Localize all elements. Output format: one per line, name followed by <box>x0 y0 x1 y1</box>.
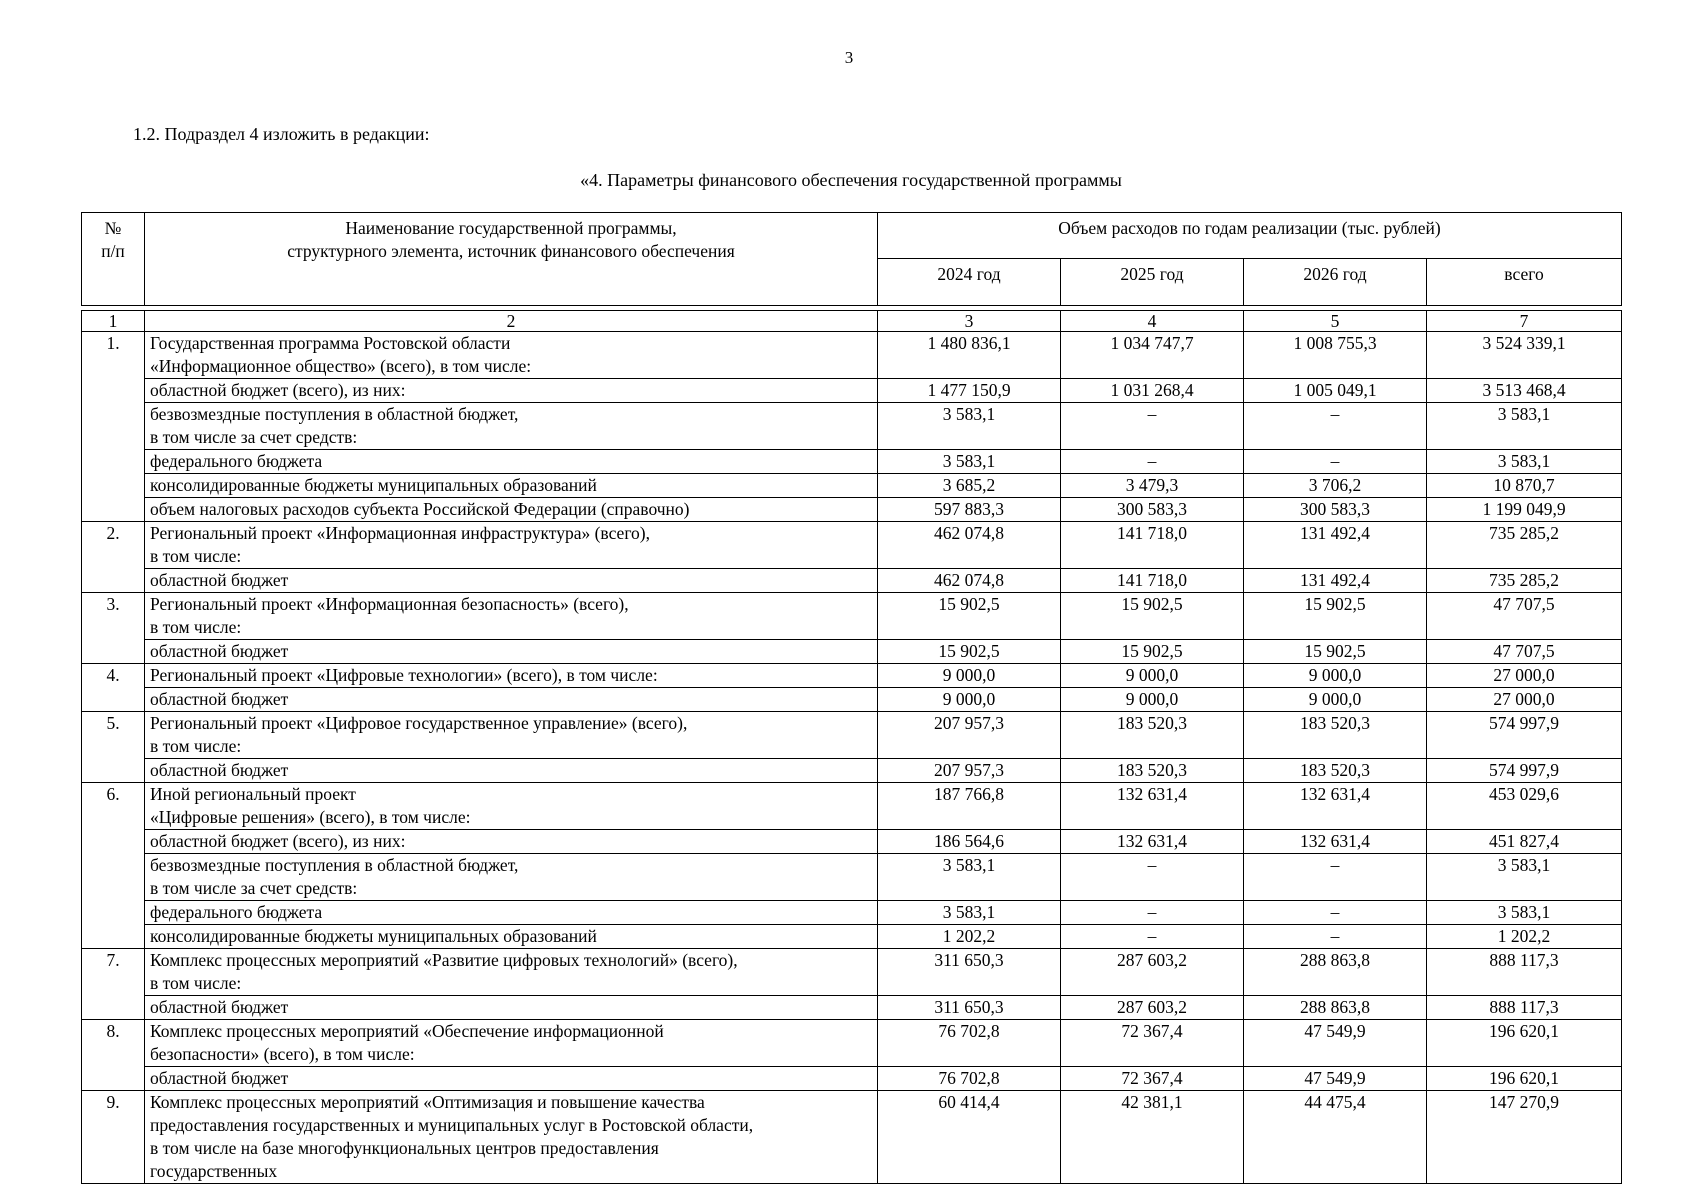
value-2024: 15 902,5 <box>878 593 1061 640</box>
value-total: 1 202,2 <box>1427 925 1622 949</box>
table-row <box>82 996 1622 1020</box>
value-2026: 300 583,3 <box>1244 498 1427 522</box>
value-2025: – <box>1061 925 1244 949</box>
value-total: 10 870,7 <box>1427 474 1622 498</box>
value-2025: – <box>1061 450 1244 474</box>
value-total: 3 583,1 <box>1427 403 1622 450</box>
table-row <box>82 925 1622 949</box>
row-number: 2. <box>82 522 145 593</box>
value-2025: – <box>1061 901 1244 925</box>
table-row <box>82 450 1622 474</box>
value-2026: 183 520,3 <box>1244 712 1427 759</box>
value-2025: 141 718,0 <box>1061 569 1244 593</box>
value-2025: 15 902,5 <box>1061 593 1244 640</box>
value-2026: – <box>1244 403 1427 450</box>
value-2024: 207 957,3 <box>878 712 1061 759</box>
value-2025: 183 520,3 <box>1061 712 1244 759</box>
value-2024: 3 583,1 <box>878 403 1061 450</box>
row-name: областной бюджет <box>145 996 878 1020</box>
row-name: Региональный проект «Информационная безопасность» (всего), в том числе: <box>145 593 878 640</box>
table-row <box>82 498 1622 522</box>
row-name: федерального бюджета <box>145 450 878 474</box>
row-name: областной бюджет <box>145 640 878 664</box>
value-2026: 131 492,4 <box>1244 522 1427 569</box>
value-total: 735 285,2 <box>1427 569 1622 593</box>
column-number: 1 <box>82 311 145 332</box>
value-2024: 3 583,1 <box>878 901 1061 925</box>
column-number: 2 <box>145 311 878 332</box>
value-2026: 44 475,4 <box>1244 1091 1427 1184</box>
value-total: 888 117,3 <box>1427 949 1622 996</box>
table-row <box>82 403 1622 450</box>
value-2024: 9 000,0 <box>878 688 1061 712</box>
finance-table <box>81 310 1622 1184</box>
row-number: 4. <box>82 664 145 712</box>
row-name: Комплекс процессных мероприятий «Развитие цифровых технологий» (всего), в том числе: <box>145 949 878 996</box>
row-name: безвозмездные поступления в областной бюджет, в том числе за счет средств: <box>145 403 878 450</box>
value-2026: 183 520,3 <box>1244 759 1427 783</box>
row-number: 8. <box>82 1020 145 1091</box>
column-number: 3 <box>878 311 1061 332</box>
row-name: областной бюджет <box>145 688 878 712</box>
value-2026: – <box>1244 925 1427 949</box>
value-2024: 462 074,8 <box>878 522 1061 569</box>
value-2024: 9 000,0 <box>878 664 1061 688</box>
value-2026: 131 492,4 <box>1244 569 1427 593</box>
value-total: 574 997,9 <box>1427 759 1622 783</box>
value-2024: 3 583,1 <box>878 450 1061 474</box>
value-2025: 9 000,0 <box>1061 664 1244 688</box>
table-row <box>82 569 1622 593</box>
page-number: 3 <box>844 48 854 67</box>
row-number: 9. <box>82 1091 145 1184</box>
table-row <box>82 474 1622 498</box>
value-2024: 15 902,5 <box>878 640 1061 664</box>
row-number: 6. <box>82 783 145 949</box>
finance-table-body <box>82 311 1622 1184</box>
value-2026: 3 706,2 <box>1244 474 1427 498</box>
header-total: всего <box>1427 259 1622 306</box>
column-number: 5 <box>1244 311 1427 332</box>
value-2025: 9 000,0 <box>1061 688 1244 712</box>
value-total: 3 583,1 <box>1427 854 1622 901</box>
row-name: консолидированные бюджеты муниципальных образований <box>145 474 878 498</box>
value-2024: 60 414,4 <box>878 1091 1061 1184</box>
value-2026: 1 008 755,3 <box>1244 332 1427 379</box>
value-total: 3 513 468,4 <box>1427 379 1622 403</box>
value-total: 147 270,9 <box>1427 1091 1622 1184</box>
table-row <box>82 664 1622 688</box>
value-total: 888 117,3 <box>1427 996 1622 1020</box>
value-2026: 288 863,8 <box>1244 996 1427 1020</box>
row-name: Государственная программа Ростовской области «Информационное общество» (всего), в том числе: <box>145 332 878 379</box>
value-2025: 132 631,4 <box>1061 830 1244 854</box>
value-2025: 287 603,2 <box>1061 949 1244 996</box>
row-name: Региональный проект «Цифровое государственное управление» (всего), в том числе: <box>145 712 878 759</box>
value-2026: 1 005 049,1 <box>1244 379 1427 403</box>
row-name: областной бюджет <box>145 759 878 783</box>
value-2026: 15 902,5 <box>1244 640 1427 664</box>
table-row <box>82 712 1622 759</box>
value-total: 196 620,1 <box>1427 1067 1622 1091</box>
table-row <box>82 688 1622 712</box>
row-name: областной бюджет (всего), из них: <box>145 379 878 403</box>
value-2025: 72 367,4 <box>1061 1020 1244 1067</box>
table-row <box>82 640 1622 664</box>
value-2024: 207 957,3 <box>878 759 1061 783</box>
table-row <box>82 1091 1622 1184</box>
header-col-no: № п/п <box>82 213 145 306</box>
column-number: 4 <box>1061 311 1244 332</box>
row-name: объем налоговых расходов субъекта Российской Федерации (справочно) <box>145 498 878 522</box>
value-2024: 3 583,1 <box>878 854 1061 901</box>
value-2024: 76 702,8 <box>878 1020 1061 1067</box>
table-row <box>82 854 1622 901</box>
value-2026: 9 000,0 <box>1244 688 1427 712</box>
value-2025: 300 583,3 <box>1061 498 1244 522</box>
value-total: 47 707,5 <box>1427 640 1622 664</box>
value-total: 27 000,0 <box>1427 664 1622 688</box>
value-2026: 288 863,8 <box>1244 949 1427 996</box>
row-name: Комплекс процессных мероприятий «Обеспечение информационной безопасности» (всего), в том числе: <box>145 1020 878 1067</box>
value-total: 451 827,4 <box>1427 830 1622 854</box>
value-2026: 132 631,4 <box>1244 783 1427 830</box>
table-row <box>82 1067 1622 1091</box>
value-2025: – <box>1061 403 1244 450</box>
row-name: областной бюджет <box>145 1067 878 1091</box>
header-col-volume: Объем расходов по годам реализации (тыс. рублей) <box>878 213 1622 259</box>
table-row <box>82 332 1622 379</box>
value-2025: 1 031 268,4 <box>1061 379 1244 403</box>
value-total: 3 583,1 <box>1427 901 1622 925</box>
value-2025: 1 034 747,7 <box>1061 332 1244 379</box>
row-number: 3. <box>82 593 145 664</box>
value-2025: 3 479,3 <box>1061 474 1244 498</box>
value-2024: 1 480 836,1 <box>878 332 1061 379</box>
table-row <box>82 949 1622 996</box>
value-2024: 187 766,8 <box>878 783 1061 830</box>
value-2024: 76 702,8 <box>878 1067 1061 1091</box>
table-row <box>82 593 1622 640</box>
table-row <box>82 783 1622 830</box>
value-2026: – <box>1244 854 1427 901</box>
value-2024: 186 564,6 <box>878 830 1061 854</box>
row-number: 5. <box>82 712 145 783</box>
table-row <box>82 379 1622 403</box>
row-name: Иной региональный проект «Цифровые решения» (всего), в том числе: <box>145 783 878 830</box>
value-2026: 47 549,9 <box>1244 1067 1427 1091</box>
value-2025: 15 902,5 <box>1061 640 1244 664</box>
row-number: 7. <box>82 949 145 1020</box>
value-2024: 1 477 150,9 <box>878 379 1061 403</box>
value-2025: 141 718,0 <box>1061 522 1244 569</box>
table-row <box>82 901 1622 925</box>
row-name: областной бюджет (всего), из них: <box>145 830 878 854</box>
intro-text: 1.2. Подраздел 4 изложить в редакции: <box>133 124 430 144</box>
row-name: федерального бюджета <box>145 901 878 925</box>
value-total: 1 199 049,9 <box>1427 498 1622 522</box>
value-2024: 1 202,2 <box>878 925 1061 949</box>
value-2024: 311 650,3 <box>878 949 1061 996</box>
value-2026: 47 549,9 <box>1244 1020 1427 1067</box>
row-name: безвозмездные поступления в областной бюджет, в том числе за счет средств: <box>145 854 878 901</box>
row-name: консолидированные бюджеты муниципальных образований <box>145 925 878 949</box>
header-year-2026: 2026 год <box>1244 259 1427 306</box>
value-total: 453 029,6 <box>1427 783 1622 830</box>
value-total: 3 583,1 <box>1427 450 1622 474</box>
value-2024: 462 074,8 <box>878 569 1061 593</box>
value-total: 735 285,2 <box>1427 522 1622 569</box>
value-2026: 132 631,4 <box>1244 830 1427 854</box>
column-numbers-row <box>82 311 1622 332</box>
value-2025: – <box>1061 854 1244 901</box>
header-year-2024: 2024 год <box>878 259 1061 306</box>
value-2025: 72 367,4 <box>1061 1067 1244 1091</box>
value-2026: 9 000,0 <box>1244 664 1427 688</box>
value-2025: 42 381,1 <box>1061 1091 1244 1184</box>
table-row <box>82 830 1622 854</box>
table-row <box>82 522 1622 569</box>
value-2025: 287 603,2 <box>1061 996 1244 1020</box>
value-total: 196 620,1 <box>1427 1020 1622 1067</box>
value-2025: 183 520,3 <box>1061 759 1244 783</box>
table-header <box>81 212 1622 306</box>
table-row <box>82 1020 1622 1067</box>
value-total: 3 524 339,1 <box>1427 332 1622 379</box>
value-total: 574 997,9 <box>1427 712 1622 759</box>
row-number: 1. <box>82 332 145 522</box>
value-2025: 132 631,4 <box>1061 783 1244 830</box>
value-2026: 15 902,5 <box>1244 593 1427 640</box>
row-name: областной бюджет <box>145 569 878 593</box>
value-2024: 597 883,3 <box>878 498 1061 522</box>
value-2024: 3 685,2 <box>878 474 1061 498</box>
value-2026: – <box>1244 901 1427 925</box>
value-2026: – <box>1244 450 1427 474</box>
column-number: 7 <box>1427 311 1622 332</box>
value-2024: 311 650,3 <box>878 996 1061 1020</box>
header-year-2025: 2025 год <box>1061 259 1244 306</box>
header-col-name: Наименование государственной программы, структурного элемента, источник финансового обеспечения <box>145 213 878 306</box>
row-name: Региональный проект «Цифровые технологии» (всего), в том числе: <box>145 664 878 688</box>
row-name: Комплекс процессных мероприятий «Оптимизация и повышение качества предоставления государственных и муниципальных услуг в Ростовской области, в том числе на базе многофункциональных центров предоставления государственных <box>145 1091 878 1184</box>
value-total: 27 000,0 <box>1427 688 1622 712</box>
section-title: «4. Параметры финансового обеспечения государственной программы <box>580 170 1122 190</box>
value-total: 47 707,5 <box>1427 593 1622 640</box>
row-name: Региональный проект «Информационная инфраструктура» (всего), в том числе: <box>145 522 878 569</box>
table-row <box>82 759 1622 783</box>
